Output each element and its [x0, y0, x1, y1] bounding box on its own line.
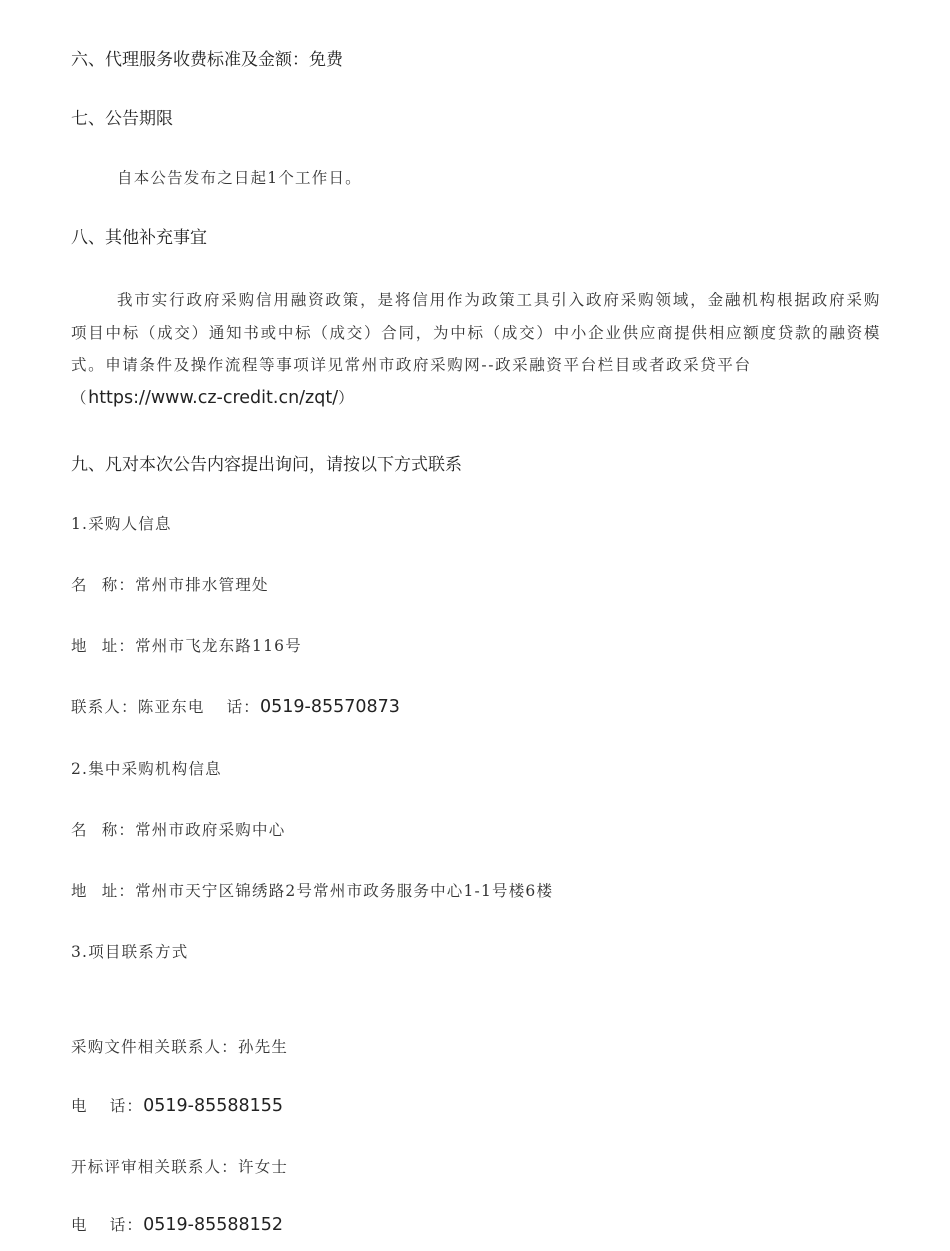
supplement-text: 我市实行政府采购信用融资政策，是将信用作为政策工具引入政府采购领域，金融机构根据政府采购项目中标（成交）通知书或中标（成交）合同，为中标（成交）中小企业供应商提供相应额度贷款的融资模式。申请条件及操作流程等事项详见常州市政府采购网--政采融资平台栏目或者政采贷平台 — [71, 291, 881, 374]
agency-title: 2.集中采购机构信息 — [71, 760, 222, 778]
agency-addr-value: 常州市天宁区锦绣路2号常州市政务服务中心1-1号楼6楼 — [135, 882, 554, 900]
purchaser-name-label: 名 — [71, 576, 88, 594]
contact-heading: 九、凡对本次公告内容提出询问，请按以下方式联系 — [71, 455, 462, 475]
doc-contact: 采购文件相关联系人：孙先生 — [71, 1038, 289, 1056]
purchaser-contact-label: 联系人：陈亚东电 — [71, 698, 205, 716]
purchaser-title: 1.采购人信息 — [71, 515, 172, 533]
eval-phone-row — [71, 1213, 283, 1237]
purchaser-name-label2: 称： — [101, 576, 136, 594]
purchaser-addr-label: 地 — [71, 637, 88, 655]
purchaser-name-row — [71, 573, 269, 597]
eval-phone: 0519-85588152 — [143, 1215, 284, 1235]
supplement-url-close: ） — [338, 388, 356, 407]
project-title: 3.项目联系方式 — [71, 943, 189, 961]
doc-phone-label: 电 — [71, 1097, 88, 1115]
agency-addr-label: 地 — [71, 882, 88, 900]
purchaser-addr-value: 常州市飞龙东路116号 — [135, 637, 302, 655]
agency-name-label2: 称： — [101, 821, 136, 839]
supplement-paragraph — [71, 284, 881, 414]
purchaser-name-value: 常州市排水管理处 — [135, 576, 269, 594]
supplement-url-open: （ — [71, 388, 89, 407]
supplement-url-link[interactable]: https://www.cz-credit.cn/zqt/ — [88, 387, 339, 408]
doc-phone-row — [71, 1094, 283, 1118]
eval-phone-label: 电 — [71, 1216, 88, 1234]
period-text: 自本公告发布之日起1个工作日。 — [117, 169, 362, 187]
purchaser-contact-row — [71, 695, 400, 719]
agency-addr-label2: 址： — [101, 882, 136, 900]
agency-address-row — [71, 879, 553, 903]
agency-name-row — [71, 818, 285, 842]
purchaser-phone: 0519-85570873 — [260, 697, 400, 717]
supplement-heading: 八、其他补充事宜 — [71, 228, 207, 248]
purchaser-addr-label2: 址： — [101, 637, 136, 655]
purchaser-address-row — [71, 634, 302, 658]
period-heading: 七、公告期限 — [71, 109, 173, 129]
doc-phone-label2: 话： — [109, 1097, 144, 1115]
agency-name-label: 名 — [71, 821, 88, 839]
purchaser-contact-label2: 话： — [226, 698, 261, 716]
fee-heading: 六、代理服务收费标准及金额：免费 — [71, 50, 343, 70]
eval-contact: 开标评审相关联系人：许女士 — [71, 1158, 289, 1176]
doc-phone: 0519-85588155 — [143, 1096, 284, 1116]
agency-name-value: 常州市政府采购中心 — [135, 821, 286, 839]
eval-phone-label2: 话： — [109, 1216, 144, 1234]
